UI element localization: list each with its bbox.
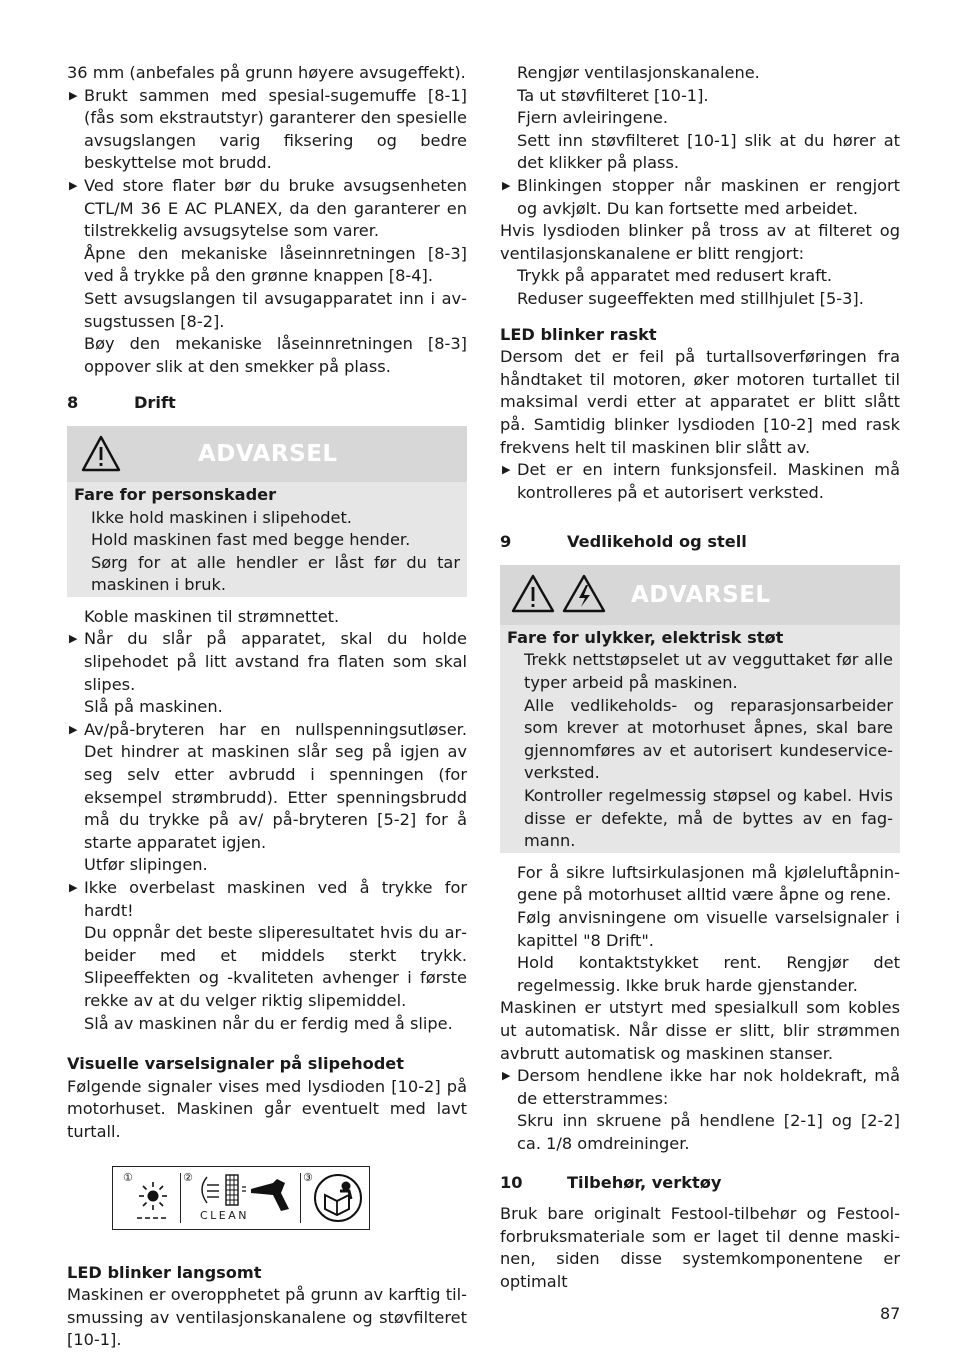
warning-box bbox=[67, 426, 467, 597]
warning-line: Ikke hold maskinen i slipehodet. bbox=[91, 507, 352, 527]
figure-number-2: ② bbox=[183, 1170, 193, 1184]
warning-line: Kontroller regelmessig støpsel og kabel. Hvis disse er defekte, må de byttes av en fagmann. bbox=[524, 786, 893, 851]
paragraph: Slå på maskinen. bbox=[84, 697, 223, 717]
bullet-item: ▶ Ikke overbelast maskinen ved å trykke for hardt! bbox=[67, 877, 467, 922]
bullet-item: ▶ Brukt sammen med spesial-sugemuffe [8-1] (fås som ekstrautstyr) garanterer den spesielle avsugslangen varig fiksering og bedre beskyttelse mot brudd. bbox=[67, 85, 467, 175]
paragraph: Bøy den mekaniske låseinnretningen [8-3] oppover slik at den smekker på plass. bbox=[84, 334, 467, 376]
paragraph: Du oppnår det beste sliperesultatet hvis du arbeider med et middels sterkt trykk. Slipeeffekten og -kvaliteten avhenger i første rekke av at du velger riktig slipemiddel. bbox=[84, 923, 467, 1010]
subheading-visual-signals: Visuelle varselsignaler på slipehodet bbox=[67, 1054, 405, 1074]
figure-divider bbox=[180, 1173, 181, 1223]
section-title: Vedlikehold og stell bbox=[567, 532, 747, 552]
paragraph: Maskinen er utstyrt med spesialkull som kobles ut automatisk. Når disse er slitt, blir strømmen avbrutt automatisk og maskinen stanser. bbox=[500, 998, 900, 1063]
section-number: 10 bbox=[500, 1172, 523, 1192]
warning-subtitle: Fare for personskader bbox=[74, 484, 277, 504]
warning-body bbox=[67, 482, 467, 597]
subheading-led-fast: LED blinker raskt bbox=[500, 324, 657, 344]
section-heading-8 bbox=[67, 392, 467, 415]
paragraph: Koble maskinen til strømnettet. bbox=[84, 606, 340, 626]
warning-title: ADVARSEL bbox=[198, 440, 338, 467]
section-title: Tilbehør, verktøy bbox=[567, 1172, 722, 1192]
paragraph: Hvis lysdioden blinker på tross av at filteret og ventilasjonskanalene er blitt rengjort: bbox=[500, 221, 900, 263]
paragraph: For å sikre luftsirkulasjonen må kjøleluftåpningene på motorhuset alltid være åpne og rene. bbox=[517, 862, 900, 905]
clean-label: CLEAN bbox=[200, 1208, 250, 1222]
paragraph: 36 mm (anbefales på grunn høyere avsugeffekt). bbox=[67, 63, 466, 82]
read-manual-icon bbox=[313, 1173, 363, 1223]
paragraph: Slå av maskinen når du er ferdig med å slipe. bbox=[84, 1013, 453, 1033]
section-heading-9 bbox=[500, 531, 900, 554]
paragraph: Skru inn skruene på hendlene [2-1] og [2-2] ca. 1/8 omdreininger. bbox=[517, 1111, 900, 1153]
clean-filter-icon bbox=[193, 1171, 303, 1215]
bullet-item: ▶ Ved store flater bør du bruke avsugsenheten CTL/M 36 E AC PLANEX, da den garanterer en tilstrekkelig avsugsytelse som varer. bbox=[67, 175, 467, 243]
figure-number-3: ③ bbox=[303, 1170, 313, 1184]
paragraph: Reduser sugeeffekten med stillhjulet [5-3]. bbox=[517, 288, 864, 308]
electric-shock-icon bbox=[562, 574, 606, 614]
paragraph: Sett avsugslangen til avsugapparatet inn i avsugstussen [8-2]. bbox=[84, 288, 467, 331]
warning-line: Hold maskinen fast med begge hender. bbox=[91, 530, 411, 550]
warning-triangle-icon bbox=[511, 574, 555, 614]
figure-divider bbox=[300, 1173, 301, 1223]
paragraph: Fjern avleiringene. bbox=[517, 108, 669, 128]
warning-line: Sørg for at alle hendler er låst før du tar maskinen i bruk. bbox=[91, 552, 460, 595]
warning-title: ADVARSEL bbox=[631, 581, 771, 608]
warning-triangle-icon bbox=[81, 435, 121, 473]
bullet-item: ▶ Når du slår på apparatet, skal du holde slipehodet på litt avstand fra flaten som skal slipes. bbox=[67, 628, 467, 696]
right-column bbox=[500, 62, 900, 1294]
bullet-item: ▶ Blinkingen stopper når maskinen er rengjort og avkjølt. Du kan fortsette med arbeidet. bbox=[500, 175, 900, 220]
warning-box bbox=[500, 565, 900, 853]
warning-line: Alle vedlikeholds- og reparasjonsarbeider som krever at motorhuset åpnes, skal bare gjennomføres av et autorisert kundeserviceverksted. bbox=[524, 695, 893, 783]
figure-number-1: ① bbox=[123, 1170, 133, 1184]
section-heading-10 bbox=[500, 1172, 900, 1195]
paragraph: Bruk bare originalt Festool-tilbehør og Festool-forbruksmateriale som er laget til denne maskinen, siden disse systemkomponentene er optimalt bbox=[500, 1204, 900, 1291]
paragraph: Rengjør ventilasjonskanalene. bbox=[517, 63, 760, 82]
subheading-led-slow: LED blinker langsomt bbox=[67, 1262, 262, 1282]
warning-subtitle: Fare for ulykker, elektrisk støt bbox=[507, 627, 784, 647]
warning-header bbox=[500, 565, 900, 625]
paragraph: Åpne den mekaniske låseinnretningen [8-3] ved å trykke på den grønne knappen [8-4]. bbox=[84, 243, 467, 286]
paragraph: Maskinen er overopphetet på grunn av karftig tilsmussing av ventilasjonskanalene og støvfilteret [10-1]. bbox=[67, 1285, 467, 1350]
bullet-item: ▶ Dersom hendlene ikke har nok holdekraft, må de etterstrammes: bbox=[500, 1065, 900, 1110]
blinking-led-icon bbox=[133, 1177, 173, 1221]
signal-figure bbox=[112, 1166, 370, 1230]
paragraph: Utfør slipingen. bbox=[84, 855, 208, 875]
paragraph: Trykk på apparatet med redusert kraft. bbox=[517, 266, 833, 286]
warning-body bbox=[500, 625, 900, 853]
warning-line: Trekk nettstøpselet ut av vegguttaket før alle typer arbeid på maskinen. bbox=[524, 650, 893, 693]
section-title: Drift bbox=[134, 393, 176, 413]
paragraph: Sett inn støvfilteret [10-1] slik at du hører at det klikker på plass. bbox=[517, 130, 900, 173]
paragraph: Ta ut støvfilteret [10-1]. bbox=[517, 85, 709, 105]
paragraph: Følgende signaler vises med lysdioden [10-2] på motorhuset. Maskinen går eventuelt med lavt turtall. bbox=[67, 1076, 467, 1141]
warning-header bbox=[67, 426, 467, 482]
page-number: 87 bbox=[880, 1304, 901, 1323]
left-column bbox=[67, 62, 467, 1352]
paragraph: Dersom det er feil på turtallsoverføringen fra håndtaket til motoren, øker motoren turtallet til maksimal verdi etter at apparatet er blitt slått på. Samtidig blinker lysdioden [10-2] med rask frekvens helt til maskinen blir slått av. bbox=[500, 347, 900, 457]
bullet-item: ▶ Av/på-bryteren har en nullspenningsutløser. Det hindrer at maskinen slår seg på igjen av seg selv etter avbrudd i spenningen (for eksempel strømbrudd). Etter spenningsbrudd må du trykke på av/ på-bryteren [5-2] for å starte apparatet igjen. bbox=[67, 719, 467, 855]
paragraph: Hold kontaktstykket rent. Rengjør det regelmessig. Ikke bruk harde gjenstander. bbox=[517, 953, 900, 995]
paragraph: Følg anvisningene om visuelle varselsignaler i kapittel "8 Drift". bbox=[517, 908, 900, 950]
bullet-item: ▶ Det er en intern funksjonsfeil. Maskinen må kontrolleres på et autorisert verksted. bbox=[500, 459, 900, 504]
section-number: 9 bbox=[500, 532, 512, 552]
section-number: 8 bbox=[67, 393, 79, 413]
